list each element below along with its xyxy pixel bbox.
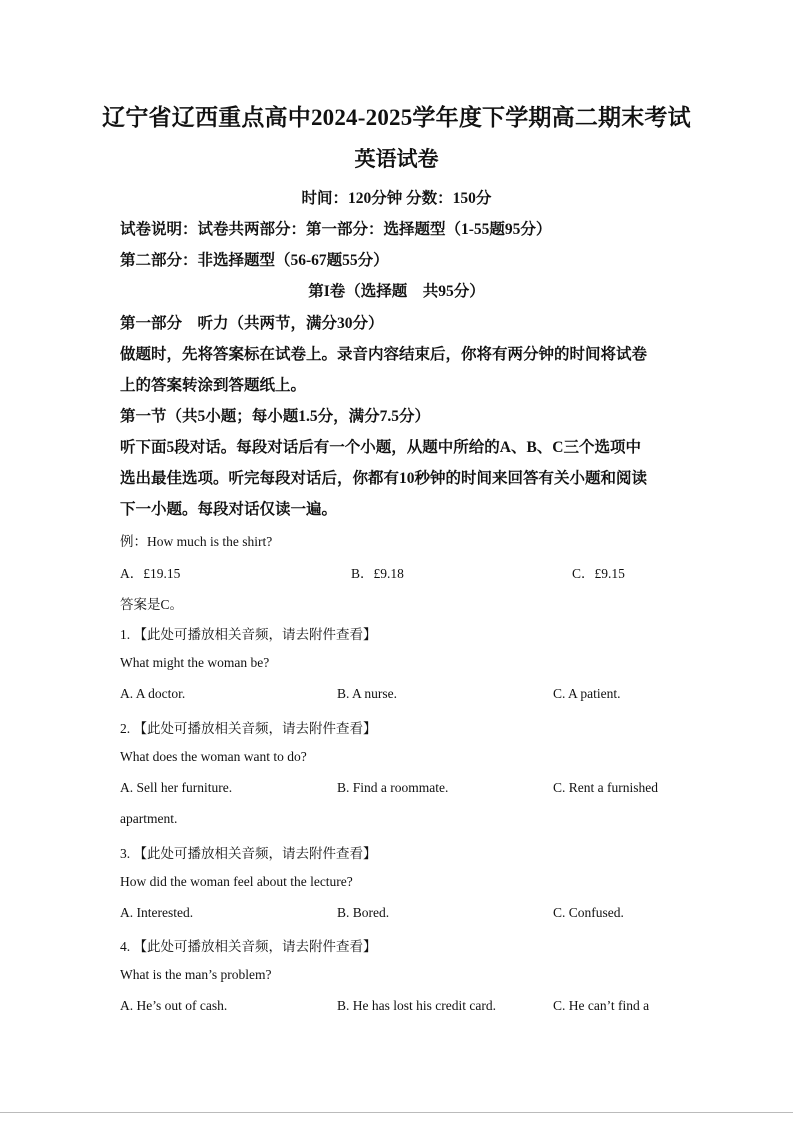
question-2-option-b: B. Find a roommate. [337,780,449,795]
part-one-heading: 第一部分 听力（共两节，满分30分） [120,315,384,332]
question-text: What does the woman want to do? [120,749,307,764]
instructions-line-2: 第二部分：非选择题型（56-67题55分） [120,252,389,269]
audio-placeholder[interactable]: 2. 【此处可播放相关音频，请去附件查看】 [120,721,377,736]
section-one-heading: 第一节（共5小题；每小题1.5分，满分7.5分） [120,408,431,425]
exam-title: 辽宁省辽西重点高中2024-2025学年度下学期高二期末考试 [102,105,691,130]
question-3-option-b: B. Bored. [337,905,390,920]
question-2-option-c-continuation: apartment. [120,811,178,826]
page-bottom-divider [0,1112,793,1113]
example-option-a: A．£19.15 [120,566,181,581]
example-answer: 答案是C。 [120,597,184,612]
volume-heading: 第I卷（选择题 共95分） [308,283,485,300]
question-3-option-c: C. Confused. [553,905,624,920]
example-option-b: B．£9.18 [351,566,404,581]
note-line-1: 做题时，先将答案标在试卷上。录音内容结束后，你将有两分钟的时间将试卷 [120,346,648,363]
question-text: What might the woman be? [120,655,270,670]
audio-placeholder[interactable]: 3. 【此处可播放相关音频，请去附件查看】 [120,846,377,861]
directions-line-2: 选出最佳选项。听完每段对话后，你都有10秒钟的时间来回答有关小题和阅读 [120,470,648,487]
directions-line-1: 听下面5段对话。每段对话后有一个小题，从题中所给的A、B、C三个选项中 [120,439,641,456]
question-2-option-a: A. Sell her furniture. [120,780,233,795]
question-4-option-a: A. He’s out of cash. [120,998,228,1013]
audio-placeholder[interactable]: 4. 【此处可播放相关音频，请去附件查看】 [120,939,377,954]
instructions-line-1: 试卷说明：试卷共两部分：第一部分：选择题型（1-55题95分） [120,221,552,238]
question-4-option-b: B. He has lost his credit card. [337,998,496,1013]
question-text: How did the woman feel about the lecture? [120,874,353,889]
example-option-c: C．£9.15 [572,566,625,581]
question-4-option-c: C. He can’t find a [553,998,650,1013]
example-question: 例：How much is the shirt? [120,534,273,549]
question-1-option-b: B. A nurse. [337,686,398,701]
time-score: 时间：120分钟 分数：150分 [301,190,492,207]
directions-line-3: 下一小题。每段对话仅读一遍。 [120,501,338,518]
question-3-option-a: A. Interested. [120,905,194,920]
audio-placeholder[interactable]: 1. 【此处可播放相关音频，请去附件查看】 [120,627,377,642]
question-1-option-a: A. A doctor. [120,686,186,701]
note-line-2: 上的答案转涂到答题纸上。 [120,377,307,394]
question-1-option-c: C. A patient. [553,686,621,701]
exam-subtitle: 英语试卷 [354,147,439,171]
question-text: What is the man’s problem? [120,967,272,982]
question-2-option-c: C. Rent a furnished [553,780,658,795]
